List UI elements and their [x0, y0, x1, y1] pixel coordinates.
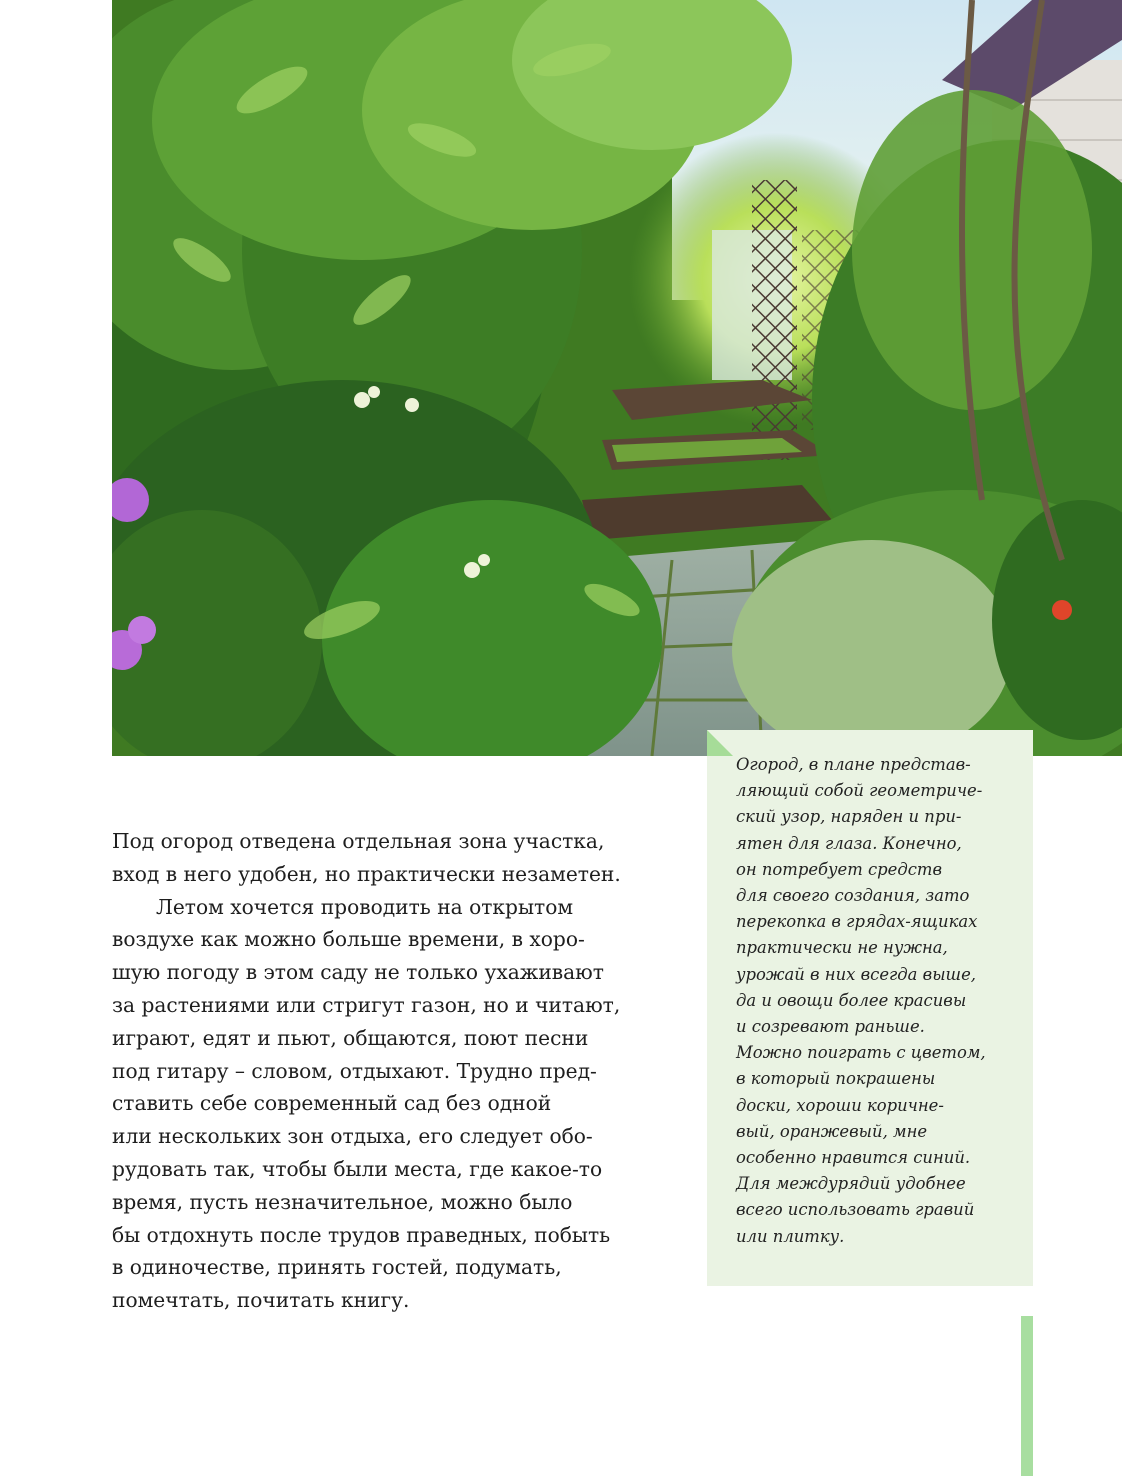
caption-line: ский узор, наряден и при-: [736, 807, 962, 827]
caption-line: да и овощи более красивы: [736, 990, 967, 1010]
body-text: [112, 825, 687, 1317]
caption-corner-accent: [707, 730, 733, 756]
caption-line: всего использовать гравий: [736, 1200, 975, 1220]
body-line: бы отдохнуть после трудов праведных, побыть: [112, 1222, 611, 1247]
body-line: рудовать так, чтобы были места, где какое-то: [112, 1156, 603, 1181]
caption-line: вый, оранжевый, мне: [736, 1121, 928, 1141]
caption-line: и созревают раньше.: [736, 1017, 925, 1037]
body-line: воздухе как можно больше времени, в хоро-: [112, 927, 585, 952]
caption-text: [736, 752, 1017, 1250]
caption-line: Огород, в плане представ-: [736, 755, 971, 774]
body-line: за растениями или стригут газон, но и читают,: [112, 992, 621, 1017]
caption-line: ляющий собой геометриче-: [736, 781, 983, 801]
page-edge-accent-bar: [1021, 1316, 1033, 1476]
body-line: ставить себе современный сад без одной: [112, 1091, 552, 1116]
caption-line: для своего создания, зато: [736, 886, 970, 906]
caption-line: практически не нужна,: [736, 938, 948, 958]
caption-line: особенно нравится синий.: [736, 1148, 971, 1168]
body-line: шую погоду в этом саду не только ухаживают: [112, 960, 604, 985]
caption-box: [707, 730, 1033, 1286]
caption-line: Для междурядий удобнее: [736, 1174, 966, 1194]
body-line: играют, едят и пьют, общаются, поют песни: [112, 1025, 589, 1050]
caption-line: или плитку.: [736, 1226, 845, 1246]
body-line: помечтать, почитать книгу.: [112, 1288, 410, 1313]
caption-line: Можно поиграть с цветом,: [736, 1043, 986, 1063]
body-line: под гитару – словом, отдыхают. Трудно пред-: [112, 1058, 597, 1083]
caption-line: урожай в них всегда выше,: [736, 964, 976, 984]
caption-line: доски, хороши коричне-: [736, 1095, 944, 1115]
garden-path-photo: [112, 0, 1122, 756]
body-line: Летом хочется проводить на открытом: [156, 894, 574, 919]
caption-line: он потребует средств: [736, 859, 943, 879]
body-line: время, пусть незначительное, можно было: [112, 1189, 573, 1214]
caption-line: перекопка в грядах-ящиках: [736, 912, 978, 932]
body-line: в одиночестве, принять гостей, подумать,: [112, 1255, 562, 1280]
garden-photo-svg: [112, 0, 1122, 756]
caption-line: ятен для глаза. Конечно,: [736, 833, 962, 853]
body-line: вход в него удобен, но практически незаметен.: [112, 861, 621, 886]
body-line: Под огород отведена отдельная зона участка,: [112, 829, 605, 853]
caption-line: в который покрашены: [736, 1069, 936, 1089]
body-line: или нескольких зон отдыха, его следует обо-: [112, 1124, 593, 1149]
